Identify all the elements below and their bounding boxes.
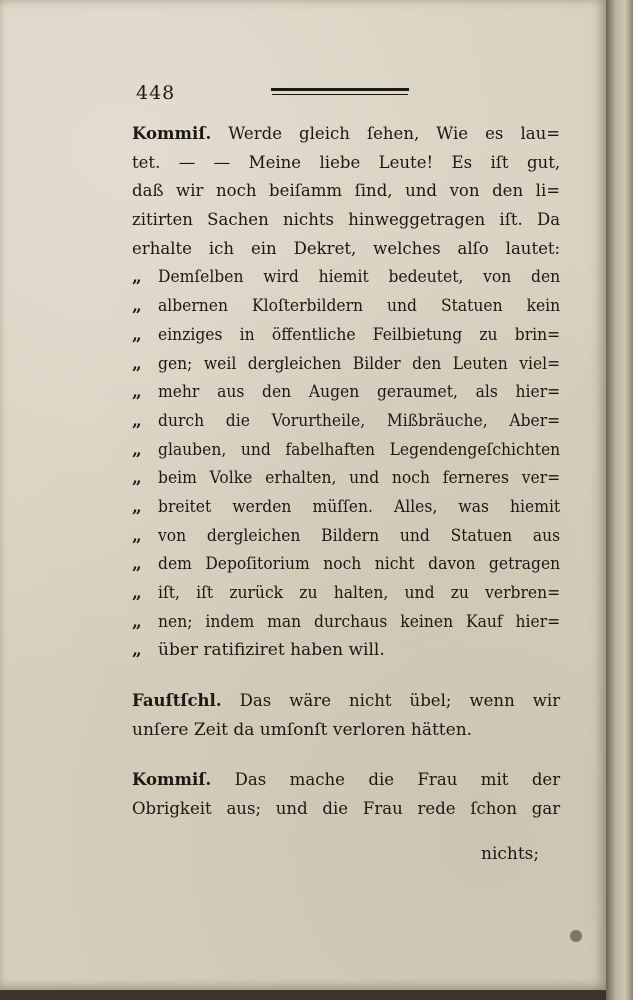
text-line <box>120 636 560 665</box>
line-text: beim Volke erhalten, und noch ferneres ver= <box>158 468 561 489</box>
line-text: zitirten Sachen nichts hinweggetragen iſt. Da <box>132 210 561 231</box>
text-line <box>120 321 560 350</box>
text-line <box>120 292 560 321</box>
quote-mark: „ <box>132 410 142 431</box>
text-line <box>120 550 560 579</box>
line-text: durch die Vorurtheile, Mißbräuche, Aber= <box>158 410 561 431</box>
quote-mark: „ <box>132 353 142 374</box>
page-text <box>120 120 560 824</box>
quote-mark: „ <box>132 382 142 403</box>
line-text: glauben, und fabelhaften Legendengeſchichten <box>158 439 561 460</box>
line-text: über ratifiziret haben will. <box>158 640 385 661</box>
line-text: mehr aus den Augen geraumet, als hier= <box>158 382 561 403</box>
text-line <box>120 436 560 465</box>
ink-smudge <box>570 930 582 942</box>
quote-mark: „ <box>132 439 142 460</box>
line-text: von dergleichen Bildern und Statuen aus <box>158 525 561 546</box>
line-text: Fauſtſchl. Das wäre nicht übel; wenn wir <box>132 691 561 712</box>
text-line <box>120 206 560 235</box>
line-text: Obrigkeit aus; und die Frau rede ſchon gar <box>132 799 561 820</box>
paragraph-gap <box>120 665 560 687</box>
quote-mark: „ <box>132 496 142 517</box>
text-line <box>120 493 560 522</box>
quote-mark: „ <box>132 267 142 288</box>
line-text: unſere Zeit da umſonſt verloren hätten. <box>132 719 473 740</box>
paragraph-gap <box>120 744 560 766</box>
quote-mark: „ <box>132 324 142 345</box>
line-text: iſt, iſt zurück zu halten, und zu verbren= <box>158 583 561 603</box>
text-line <box>120 766 560 795</box>
line-text: gen; weil dergleichen Bilder den Leuten viel= <box>158 353 561 374</box>
text-line <box>120 716 560 745</box>
catchword: nichts; <box>481 844 540 864</box>
speaker-name: Fauſtſchl. <box>132 691 222 712</box>
text-line <box>120 687 560 716</box>
line-text: daß wir noch beiſamm ſind, und von den li= <box>132 181 561 202</box>
text-line <box>120 464 560 493</box>
text-line <box>120 579 560 608</box>
line-text: Kommiſ. Werde gleich ſehen, Wie es lau= <box>132 124 561 144</box>
text-line <box>120 350 560 379</box>
text-line <box>120 263 560 292</box>
quote-mark: „ <box>132 611 142 632</box>
quote-mark: „ <box>132 525 142 546</box>
line-text: tet. — — Meine liebe Leute! Es iſt gut, <box>132 152 561 173</box>
quote-mark: „ <box>132 554 142 575</box>
line-text: albernen Kloſterbildern und Statuen kein <box>158 296 561 317</box>
text-line <box>120 149 560 178</box>
speaker-name: Kommiſ. <box>132 124 212 144</box>
line-text: einziges in öffentliche Feilbietung zu brin= <box>158 324 561 345</box>
text-line <box>120 177 560 206</box>
text-line <box>120 608 560 637</box>
line-text: nen; indem man durchaus keinen Kauf hier= <box>158 611 561 632</box>
quote-mark: „ <box>132 296 142 317</box>
quote-mark: „ <box>132 583 142 603</box>
line-text: Kommiſ. Das mache die Frau mit der <box>132 770 561 791</box>
text-line <box>120 522 560 551</box>
page-number: 448 <box>136 82 176 104</box>
speaker-name: Kommiſ. <box>132 770 212 791</box>
header-rule <box>271 88 409 91</box>
text-line <box>120 235 560 264</box>
quote-mark: „ <box>132 640 142 661</box>
line-text: dem Depoſitorium noch nicht davon getragen <box>158 554 561 575</box>
next-page-edge <box>606 0 633 1000</box>
text-line <box>120 795 560 824</box>
line-text: erhalte ich ein Dekret, welches alſo lautet: <box>132 238 561 259</box>
line-text: Demſelben wird hiemit bedeutet, von den <box>158 267 561 288</box>
text-line <box>120 378 560 407</box>
quote-mark: „ <box>132 468 142 489</box>
line-text: breitet werden müſſen. Alles, was hiemit <box>158 496 561 517</box>
text-line <box>120 407 560 436</box>
text-line <box>120 120 560 149</box>
